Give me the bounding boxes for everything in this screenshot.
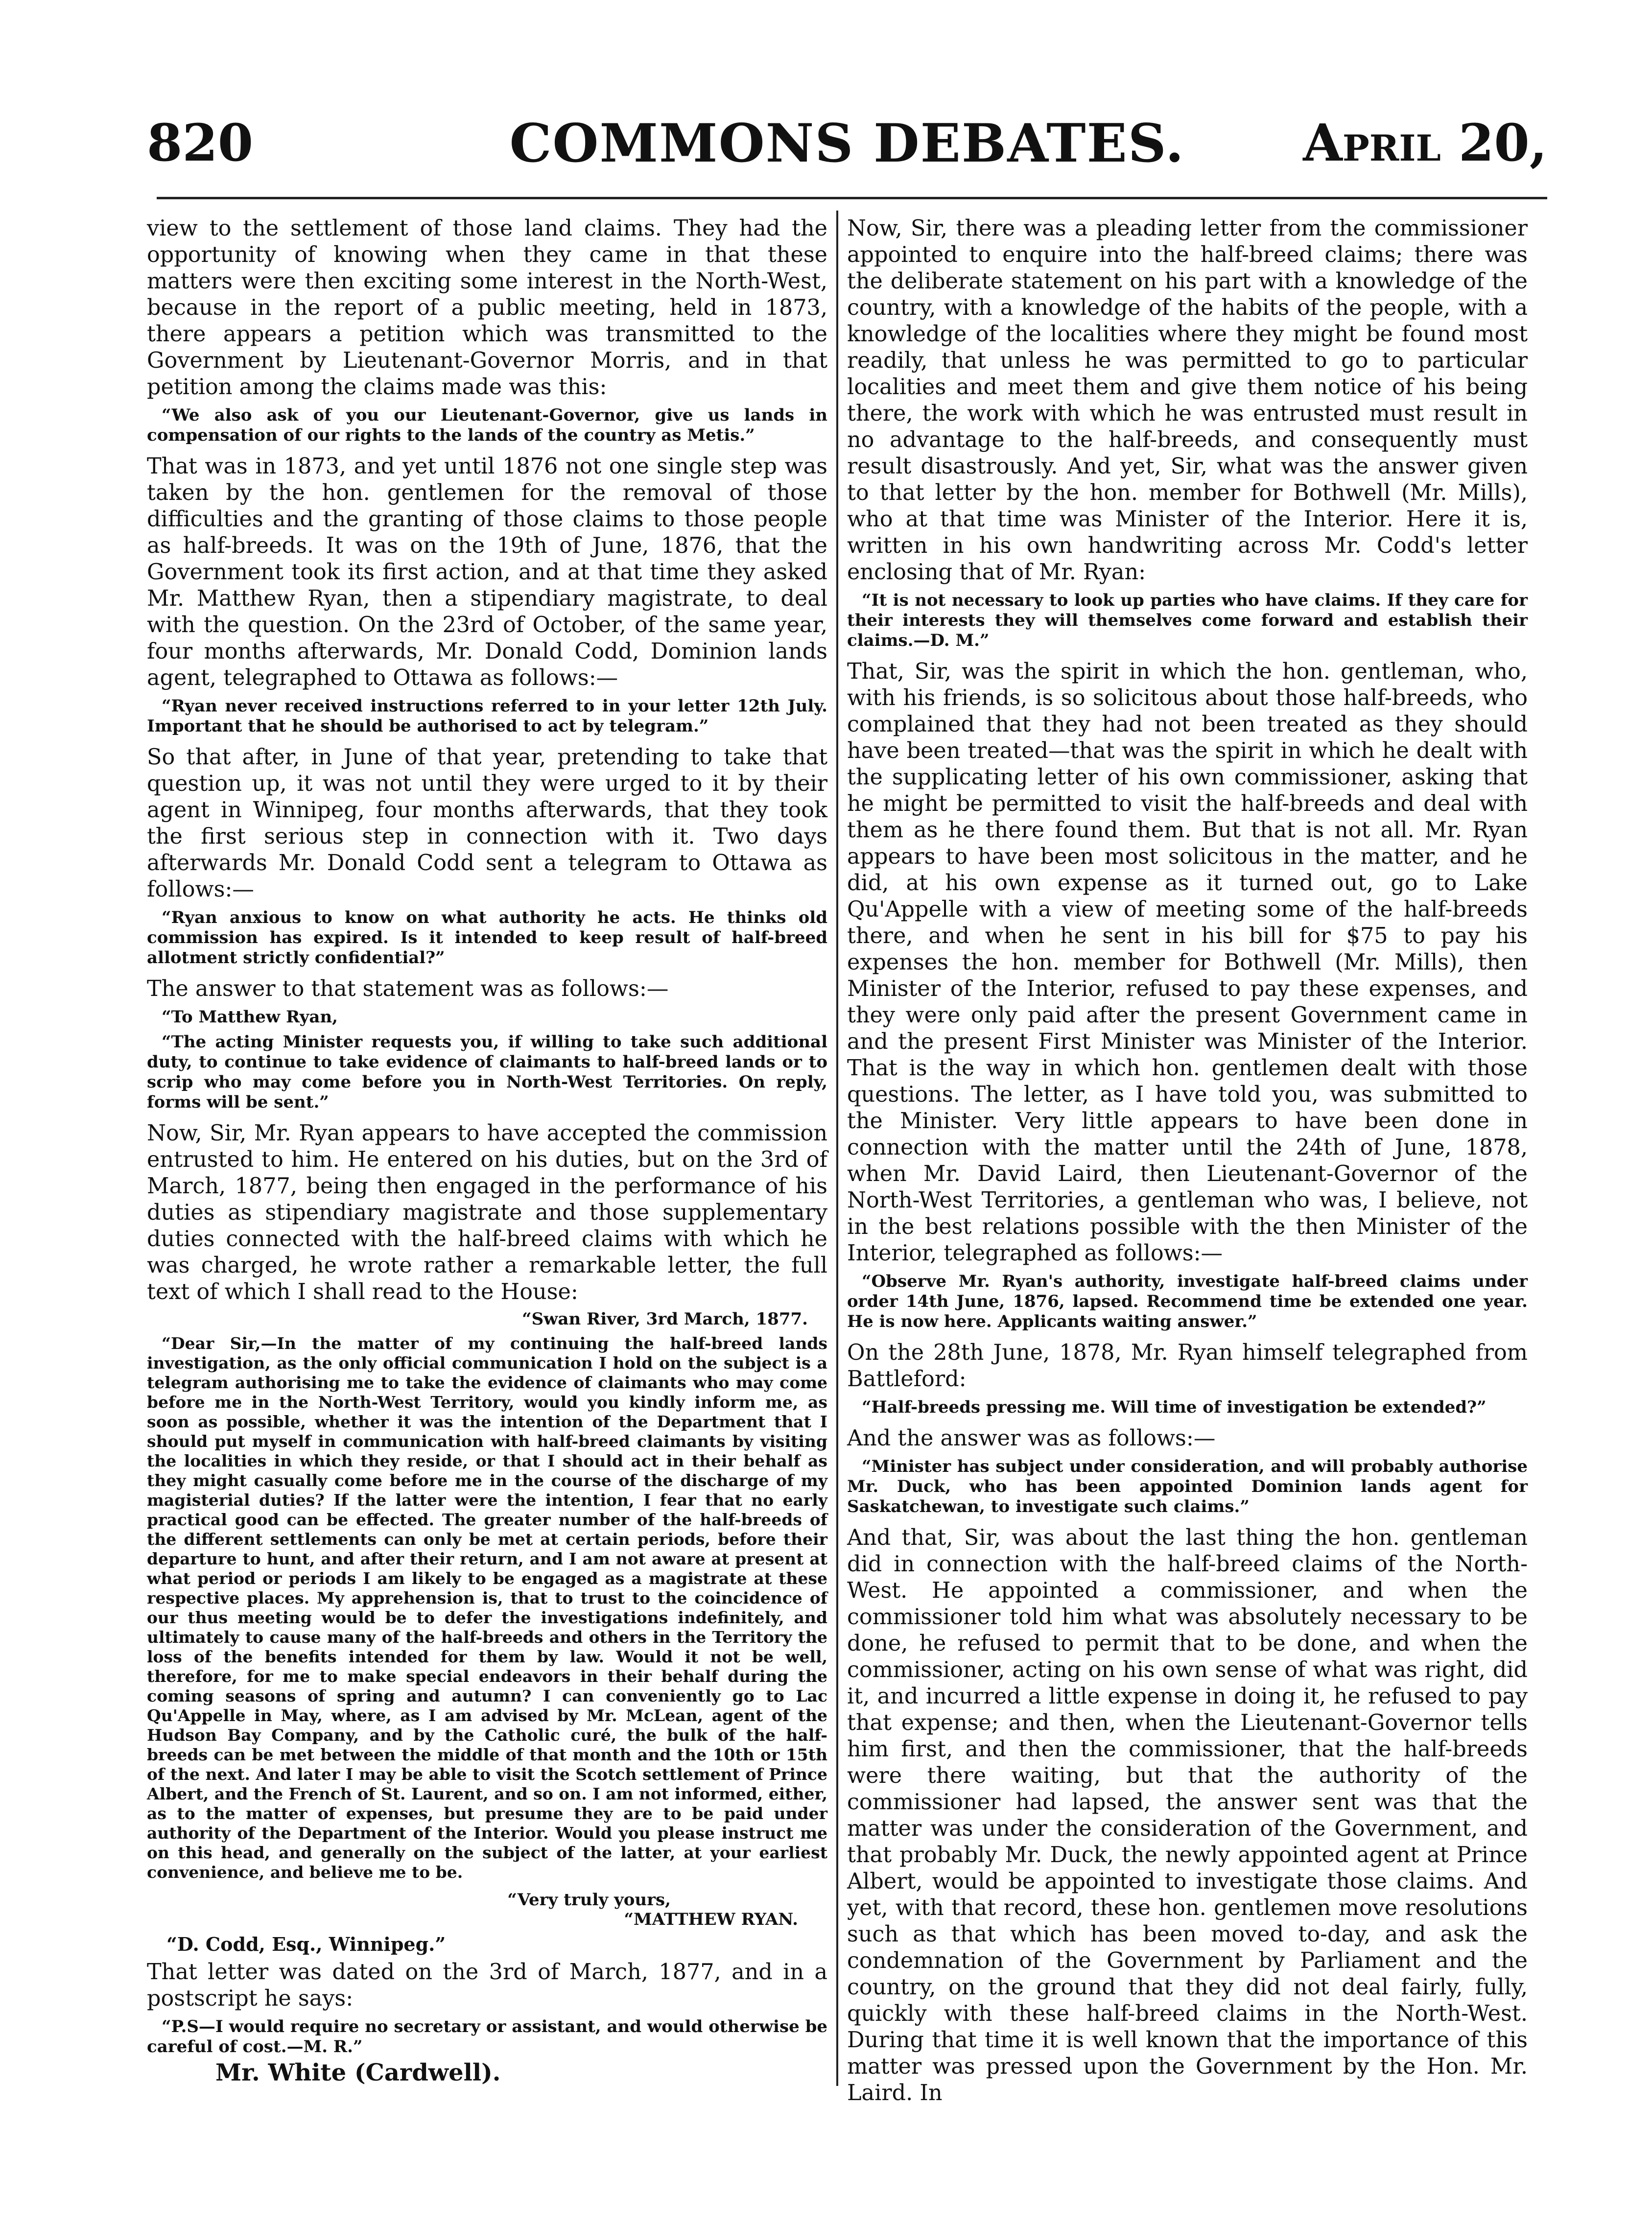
quotation: “Ryan anxious to know on what authority he acts. He thinks old commission has expired. Is it intended to keep result of half-breed allotment strictly confidential?” xyxy=(147,908,827,968)
column-divider xyxy=(836,211,838,2086)
letter-closing: “Very truly yours, xyxy=(507,1890,671,1910)
quotation: “It is not necessary to look up parties who have claims. If they care for their interests they will themselves come forward and establish their claims.—D. M.” xyxy=(847,591,1528,650)
quotation: “Observe Mr. Ryan's authority, investigate half-breed claims under order 14th June, 1876, lapsed. Recommend time be extended one year. He is now here. Applicants waiting answer.” xyxy=(847,1272,1528,1331)
quotation: “We also ask of you our Lieutenant-Governor, give us lands in compensation of our rights to the lands of the country as Metis.” xyxy=(147,405,827,445)
header-rule xyxy=(157,197,1547,199)
letter-dateline: “Swan River, 3rd March, 1877. xyxy=(522,1309,808,1329)
paragraph: That letter was dated on the 3rd of March, 1877, and in a postscript he says: xyxy=(147,1960,827,2011)
page-date: April 20, xyxy=(1303,113,1547,173)
page-number: 820 xyxy=(147,113,254,173)
left-column xyxy=(147,215,827,2086)
running-title: COMMONS DEBATES. xyxy=(509,113,1185,174)
letter-signature: “MATTHEW RYAN. xyxy=(624,1910,798,1929)
paragraph: And that, Sir, was about the last thing the hon. gentleman did in connection with the half-breed claims of the North-West. He appointed a commissioner, and when the commissioner told him what was absolutely necessary to be done, he refused to permit that to be done, and when the commissioner, acting on his own sense of what was right, did it, and incurred a little expense in doing it, he refused to pay that expense; and then, when the Lieutenant-Governor tells him first, and then the commissioner, that the half-breeds were there waiting, but that the authority of the commissioner had lapsed, the answer sent was that the matter was under the consideration of the Government, and that probably Mr. Duck, the newly appointed agent at Prince Albert, would be appointed to investigate those claims. And yet, with that record, these hon. gentlemen move resolutions such as that which has been moved to-day, and ask the condemnation of the Government by Parliament and the country, on the ground that they did not deal fairly, fully, quickly with these half-breed claims in the North-West. During that time it is well known that the importance of this matter was pressed upon the Government by the Hon. Mr. Laird. In xyxy=(847,1525,1528,2106)
right-column xyxy=(847,215,1528,2110)
page-header xyxy=(147,113,1547,174)
speaker-label: Mr. White (Cardwell). xyxy=(215,2059,501,2086)
quotation: “Half-breeds pressing me. Will time of investigation be extended?” xyxy=(862,1397,1487,1417)
paragraph: And the answer was as follows:— xyxy=(847,1426,1216,1451)
paragraph: That, Sir, was the spirit in which the hon. gentleman, who, with his friends, is so solicitous about those half-breeds, who complained that they had not been treated as they should have been treated—that was the spirit in which he dealt with the supplicating letter of his own commissioner, asking that he might be permitted to visit the half-breeds and deal with them as he there found them. But that is not all. Mr. Ryan appears to have been most solicitous in the matter, and he did, at his own expense as it turned out, go to Lake Qu'Appelle with a view of meeting some of the half-breeds there, and when he sent in his bill for $75 to pay his expenses the hon. member for Bothwell (Mr. Mills), then Minister of the Interior, refused to pay these expenses, and they were only paid after the present Government came in and the present First Minister was Minister of the Interior. That is the way in which hon. gentlemen dealt with those questions. The letter, as I have told you, was submitted to the Minister. Very little appears to have been done in connection with the matter until the 24th of June, 1878, when Mr. David Laird, then Lieutenant-Governor of the North-West Territories, a gentleman who was, I believe, not in the best relations possible with the then Minister of the Interior, telegraphed as follows:— xyxy=(847,659,1528,1266)
paragraph: That was in 1873, and yet until 1876 not one single step was taken by the hon. gentlemen for the removal of those difficulties and the granting of those claims to those people as half-breeds. It was on the 19th of June, 1876, that the Government took its first action, and at that time they asked Mr. Matthew Ryan, then a stipendiary magistrate, to deal with the question. On the 23rd of October, of the same year, four months afterwards, Mr. Donald Codd, Dominion lands agent, telegraphed to Ottawa as follows:— xyxy=(147,454,827,690)
paragraph: The answer to that statement was as follows:— xyxy=(147,976,669,1001)
quotation-salutation: “To Matthew Ryan, xyxy=(162,1007,338,1027)
paragraph: So that after, in June of that year, pretending to take that question up, it was not until they were urged to it by their agent in Winnipeg, four months afterwards, that they took the first serious step in connection with it. Two days afterwards Mr. Donald Codd sent a telegram to Ottawa as follows:— xyxy=(147,745,827,902)
paragraph: view to the settlement of those land claims. They had the opportunity of knowing when they came in that these matters were then exciting some interest in the North-West, because in the report of a public meeting, held in 1873, there appears a petition which was transmitted to the Government by Lieutenant-Governor Morris, and in that petition among the claims made was this: xyxy=(147,216,827,400)
quotation: “Minister has subject under consideration, and will probably authorise Mr. Duck, who has been appointed Dominion lands agent for Saskatchewan, to investigate such claims.” xyxy=(847,1457,1528,1516)
quotation: “Ryan never received instructions referred to in your letter 12th July. Important that he should be authorised to act by telegram.” xyxy=(147,696,827,736)
paragraph: On the 28th June, 1878, Mr. Ryan himself telegraphed from Battleford: xyxy=(847,1340,1528,1392)
quotation: “The acting Minister requests you, if willing to take such additional duty, to continue to take evidence of claimants to half-breed lands or to scrip who may come before you in North-West Territories. On reply, forms will be sent.” xyxy=(147,1032,827,1112)
letter-addressee: “D. Codd, Esq., Winnipeg.” xyxy=(166,1933,446,1955)
paragraph: Now, Sir, there was a pleading letter from the commissioner appointed to enquire into the half-breed claims; there was the deliberate statement on his part with a knowledge of the country, with a knowledge of the habits of the people, with a knowledge of the localities where they might be found most readily, that unless he was permitted to go to particular localities and meet them and give them notice of his being there, the work with which he was entrusted must result in no advantage to the half-breeds, and consequently must result disastrously. And yet, Sir, what was the answer given to that letter by the hon. member for Bothwell (Mr. Mills), who at that time was Minister of the Interior. Here it is, written in his own handwriting across Mr. Codd's letter enclosing that of Mr. Ryan: xyxy=(847,216,1528,585)
quotation: “P.S—I would require no secretary or assistant, and would otherwise be careful of cost.—M. R.” xyxy=(147,2017,827,2057)
letter-body: “Dear Sir,—In the matter of my continuing the half-breed lands investigation, as the only official communication I hold on the subject is a telegram authorising me to take the evidence of claimants who may come before me in the North-West Territory, would you kindly inform me, as soon as possible, whether it was the intention of the Department that I should put myself in communication with half-breed claimants by visiting the localities in which they reside, or that I should act in their behalf as they might casually come before me in the course of the discharge of my magisterial duties? If the latter were the intention, I fear that no early practical good can be effected. The greater number of the half-breeds of the different settlements can only be met at certain periods, before their departure to hunt, and after their return, and I am not aware at present at what period or periods I am likely to be engaged as a magistrate at these respective places. My apprehension is, that to trust to the coincidence of our thus meeting would be to defer the investigations indefinitely, and ultimately to cause many of the half-breeds and others in the Territory the loss of the benefits intended for them by law. Would it not be well, therefore, for me to make special endeavors in their behalf during the coming seasons of spring and autumn? I can conveniently go to Lac Qu'Appelle in May, where, as I am advised by Mr. McLean, agent of the Hudson Bay Company, and by the Catholic curé, the bulk of the half-breeds can be met between the middle of that month and the 10th or 15th of the next. And later I may be able to visit the Scotch settlement of Prince Albert, and the French of St. Laurent, and so on. I am not informed, either, as to the matter of expenses, but presume they are to be paid under authority of the Department of the Interior. Would you please instruct me on this head, and generally on the subject of the latter, at your earliest convenience, and believe me to be. xyxy=(147,1334,827,1882)
paragraph: Now, Sir, Mr. Ryan appears to have accepted the commission entrusted to him. He entered on his duties, but on the 3rd of March, 1877, being then engaged in the performance of his duties as stipendiary magistrate and those supplementary duties connected with the half-breed claims with which he was charged, he wrote rather a remarkable letter, the full text of which I shall read to the House: xyxy=(147,1121,827,1304)
